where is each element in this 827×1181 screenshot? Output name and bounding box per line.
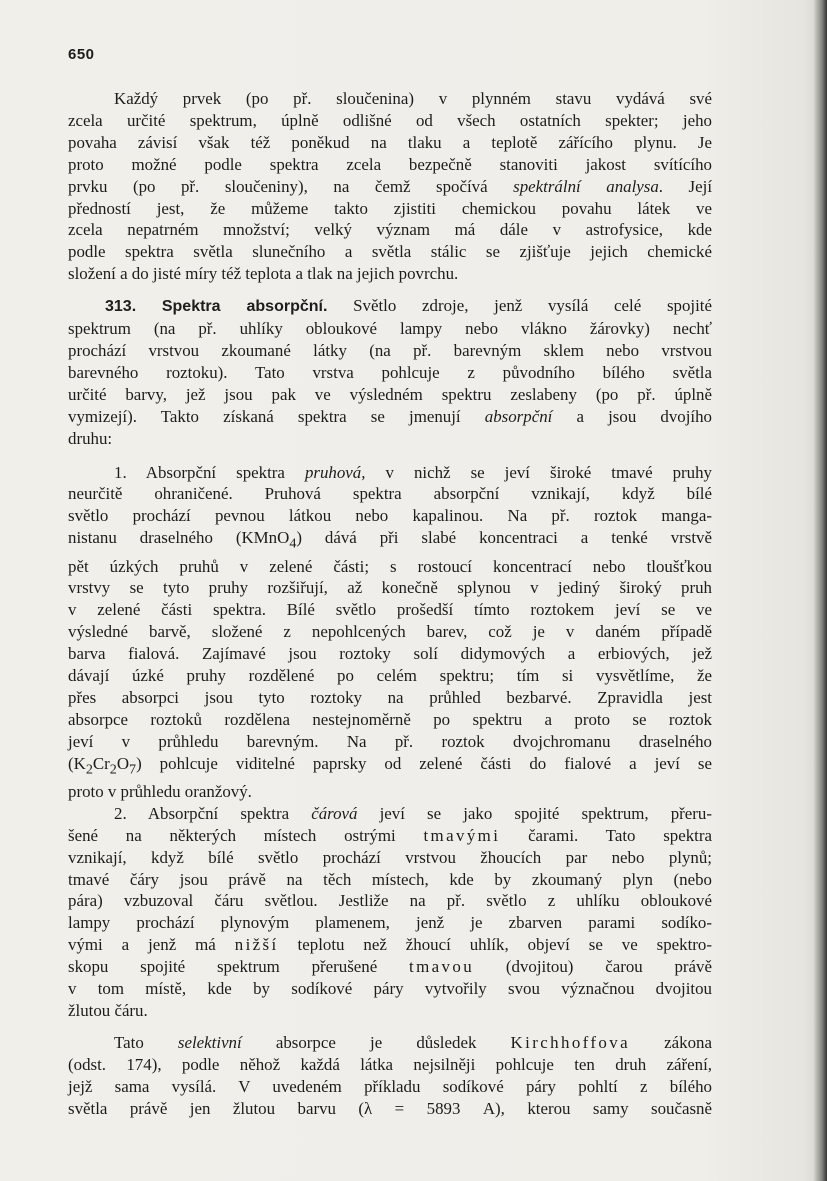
text-line: $(K_2Cr_2O_7)$ pohlcuje viditelné paprsky od zelené části do fialové a jeví se (68, 753, 712, 778)
text-line: pára) vzbuzoval čáru světlou. Jestliže na př. světlo z uhlíku obloukové (68, 891, 712, 911)
text-line: proto možné podle spektra zcela bezpečně stanoviti jakost svítícího (68, 154, 712, 174)
term-absorption: absorpční (484, 406, 553, 426)
text-line: lampy prochází plynovým plamenem, jenž je zbarven parami sodíko- (68, 913, 712, 933)
list-item-line-spectra (68, 803, 712, 1022)
section-heading-line: 313. Spektra absorpční. Světlo zdroje, jenž vysílá celé spojité (105, 296, 712, 316)
text-line: neurčitě ohraničené. Pruhová spektra absorpční vznikají, když bílé (68, 484, 712, 504)
paragraph-spectra-intro (68, 88, 712, 285)
text-line: určité barvy, jež jsou pak ve výsledném spektru zeslabeny (po př. úplně (68, 384, 712, 404)
text-line: šené na některých místech ostrými tmavými čarami. Tato spektra (68, 825, 712, 845)
text-line: barva fialová. Zajímavé jsou roztoky solí didymových a erbiových, jež (68, 644, 712, 664)
spaced-emphasis: tmavými (423, 825, 501, 845)
text-line: (odst. 174), podle něhož každá látka nejsilněji pohlcuje ten druh záření, (68, 1054, 712, 1074)
spaced-emphasis: nižší (234, 935, 279, 955)
term-line: čárová (311, 803, 358, 823)
text-line: 2. Absorpční spektra čárová jeví se jako spojité spektrum, přeru- (114, 803, 712, 823)
text-line: jejž sama vysílá. V uvedeném příkladu sodíkové páry pohltí z bílého (68, 1076, 712, 1096)
text-line: žlutou čáru. (68, 1001, 148, 1020)
text-line: předností jest, že můžeme takto zjistiti chemickou povahu látek ve (68, 198, 712, 218)
term-band: pruhová, (304, 462, 366, 482)
text-line: vrstvy se tyto pruhy rozšiřují, až konečně splynou v jediný široký pruh (68, 578, 712, 598)
page-body (68, 88, 712, 1120)
text-line: Tato selektivní absorpce je důsledek Kirchhoffova zákona (114, 1032, 712, 1052)
term-selective: selektivní (177, 1032, 242, 1052)
text-line: absorpce roztoků rozdělena nestejnoměrně po spektru a proto se roztok (68, 709, 712, 729)
text-line: druhu: (68, 428, 113, 448)
text-line: povaha závisí však též poněkud na tlaku a teplotě zářícího plynu. Je (68, 132, 712, 152)
text-line: prvku (po př. sloučeniny), na čemž spočívá spektrální analysa. Její (68, 176, 713, 196)
text-line: vými a jenž má nižší teplotu než žhoucí uhlík, objeví se ve spektro- (68, 935, 712, 955)
text-line: vymizejí). Takto získaná spektra se jmenují absorpční a jsou dvojího (68, 406, 713, 426)
text-line: prochází vrstvou zkoumané látky (na př. barevným sklem nebo vrstvou (68, 340, 712, 360)
section-313 (68, 295, 712, 449)
text-line: světlo prochází pevnou látkou nebo kapalinou. Na př. roztok manga- (68, 506, 712, 526)
text-line: nistanu draselného (KMnO$_4$) dává při slabé koncentraci a tenké vrstvě (68, 528, 712, 552)
text-line: jeví v průhledu barevným. Na př. roztok dvojchromanu draselného (68, 731, 712, 751)
list-item-band-spectra (68, 462, 712, 803)
term-spectral-analysis: spektrální analysa (513, 176, 659, 196)
text-line: spektrum (na př. uhlíky obloukové lampy nebo vlákno žárovky) nechť (68, 319, 712, 339)
text-line: skopu spojité spektrum přerušené tmavou (dvojitou) čarou právě (68, 957, 712, 977)
spaced-emphasis: Kirchhoffova (510, 1032, 631, 1052)
text-line: podle spektra světla slunečního a světla stálic se zjišťuje jejich chemické (68, 242, 712, 262)
text-line: proto v průhledu oranžový. (68, 781, 252, 801)
page-edge-shadow (813, 0, 827, 1181)
text-line: Každý prvek (po př. sloučenina) v plynném stavu vydává své (114, 89, 712, 108)
text-line: barevného roztoku). Tato vrstva pohlcuje z původního bílého světla (68, 362, 712, 382)
text-line: vznikají, když bílé světlo prochází vrstvou žhoucích par nebo plynů; (68, 847, 712, 867)
text-line: tmavé čáry jsou právě na těch místech, kde by zkoumaný plyn (nebo (68, 869, 712, 889)
text-line: v zelené části spektra. Bílé světlo prošedší tímto roztokem jeví se ve (68, 600, 712, 620)
text-line: zcela nepatrném množství; velký význam má dále v astrofysice, kde (68, 220, 712, 240)
text-line: dávají úzké pruhy rozdělené po celém spektru; tím si vysvětlíme, že (68, 666, 712, 686)
section-title: Spektra absorpční. (161, 298, 328, 316)
text-line: zcela určité spektrum, úplně odlišné od všech ostatních spekter; jeho (68, 110, 712, 130)
section-number: 313. (105, 298, 137, 316)
text-line: složení a do jisté míry též teplota a tlak na jejich povrchu. (68, 264, 459, 284)
text-line: světla právě jen žlutou barvu (λ = 5893 A), kterou samy současně (68, 1098, 712, 1118)
text-line: v tom místě, kde by sodíkové páry vytvořily svou význačnou dvojitou (68, 979, 712, 999)
text-line: výsledné barvě, složené z nepohlcených barev, což je v daném případě (68, 622, 712, 642)
text-line: pět úzkých pruhů v zelené části; s rostoucí koncentrací nebo tloušťkou (68, 556, 712, 576)
text-line: 1. Absorpční spektra pruhová, v nichž se jeví široké tmavé pruhy (114, 462, 713, 482)
page-number: 650 (68, 46, 95, 63)
text-line: přes absorpci jsou tyto roztoky na průhled bezbarvé. Zpravidla jest (68, 687, 712, 707)
paragraph-selective-absorption (68, 1032, 712, 1120)
spaced-emphasis: tmavou (409, 957, 475, 977)
